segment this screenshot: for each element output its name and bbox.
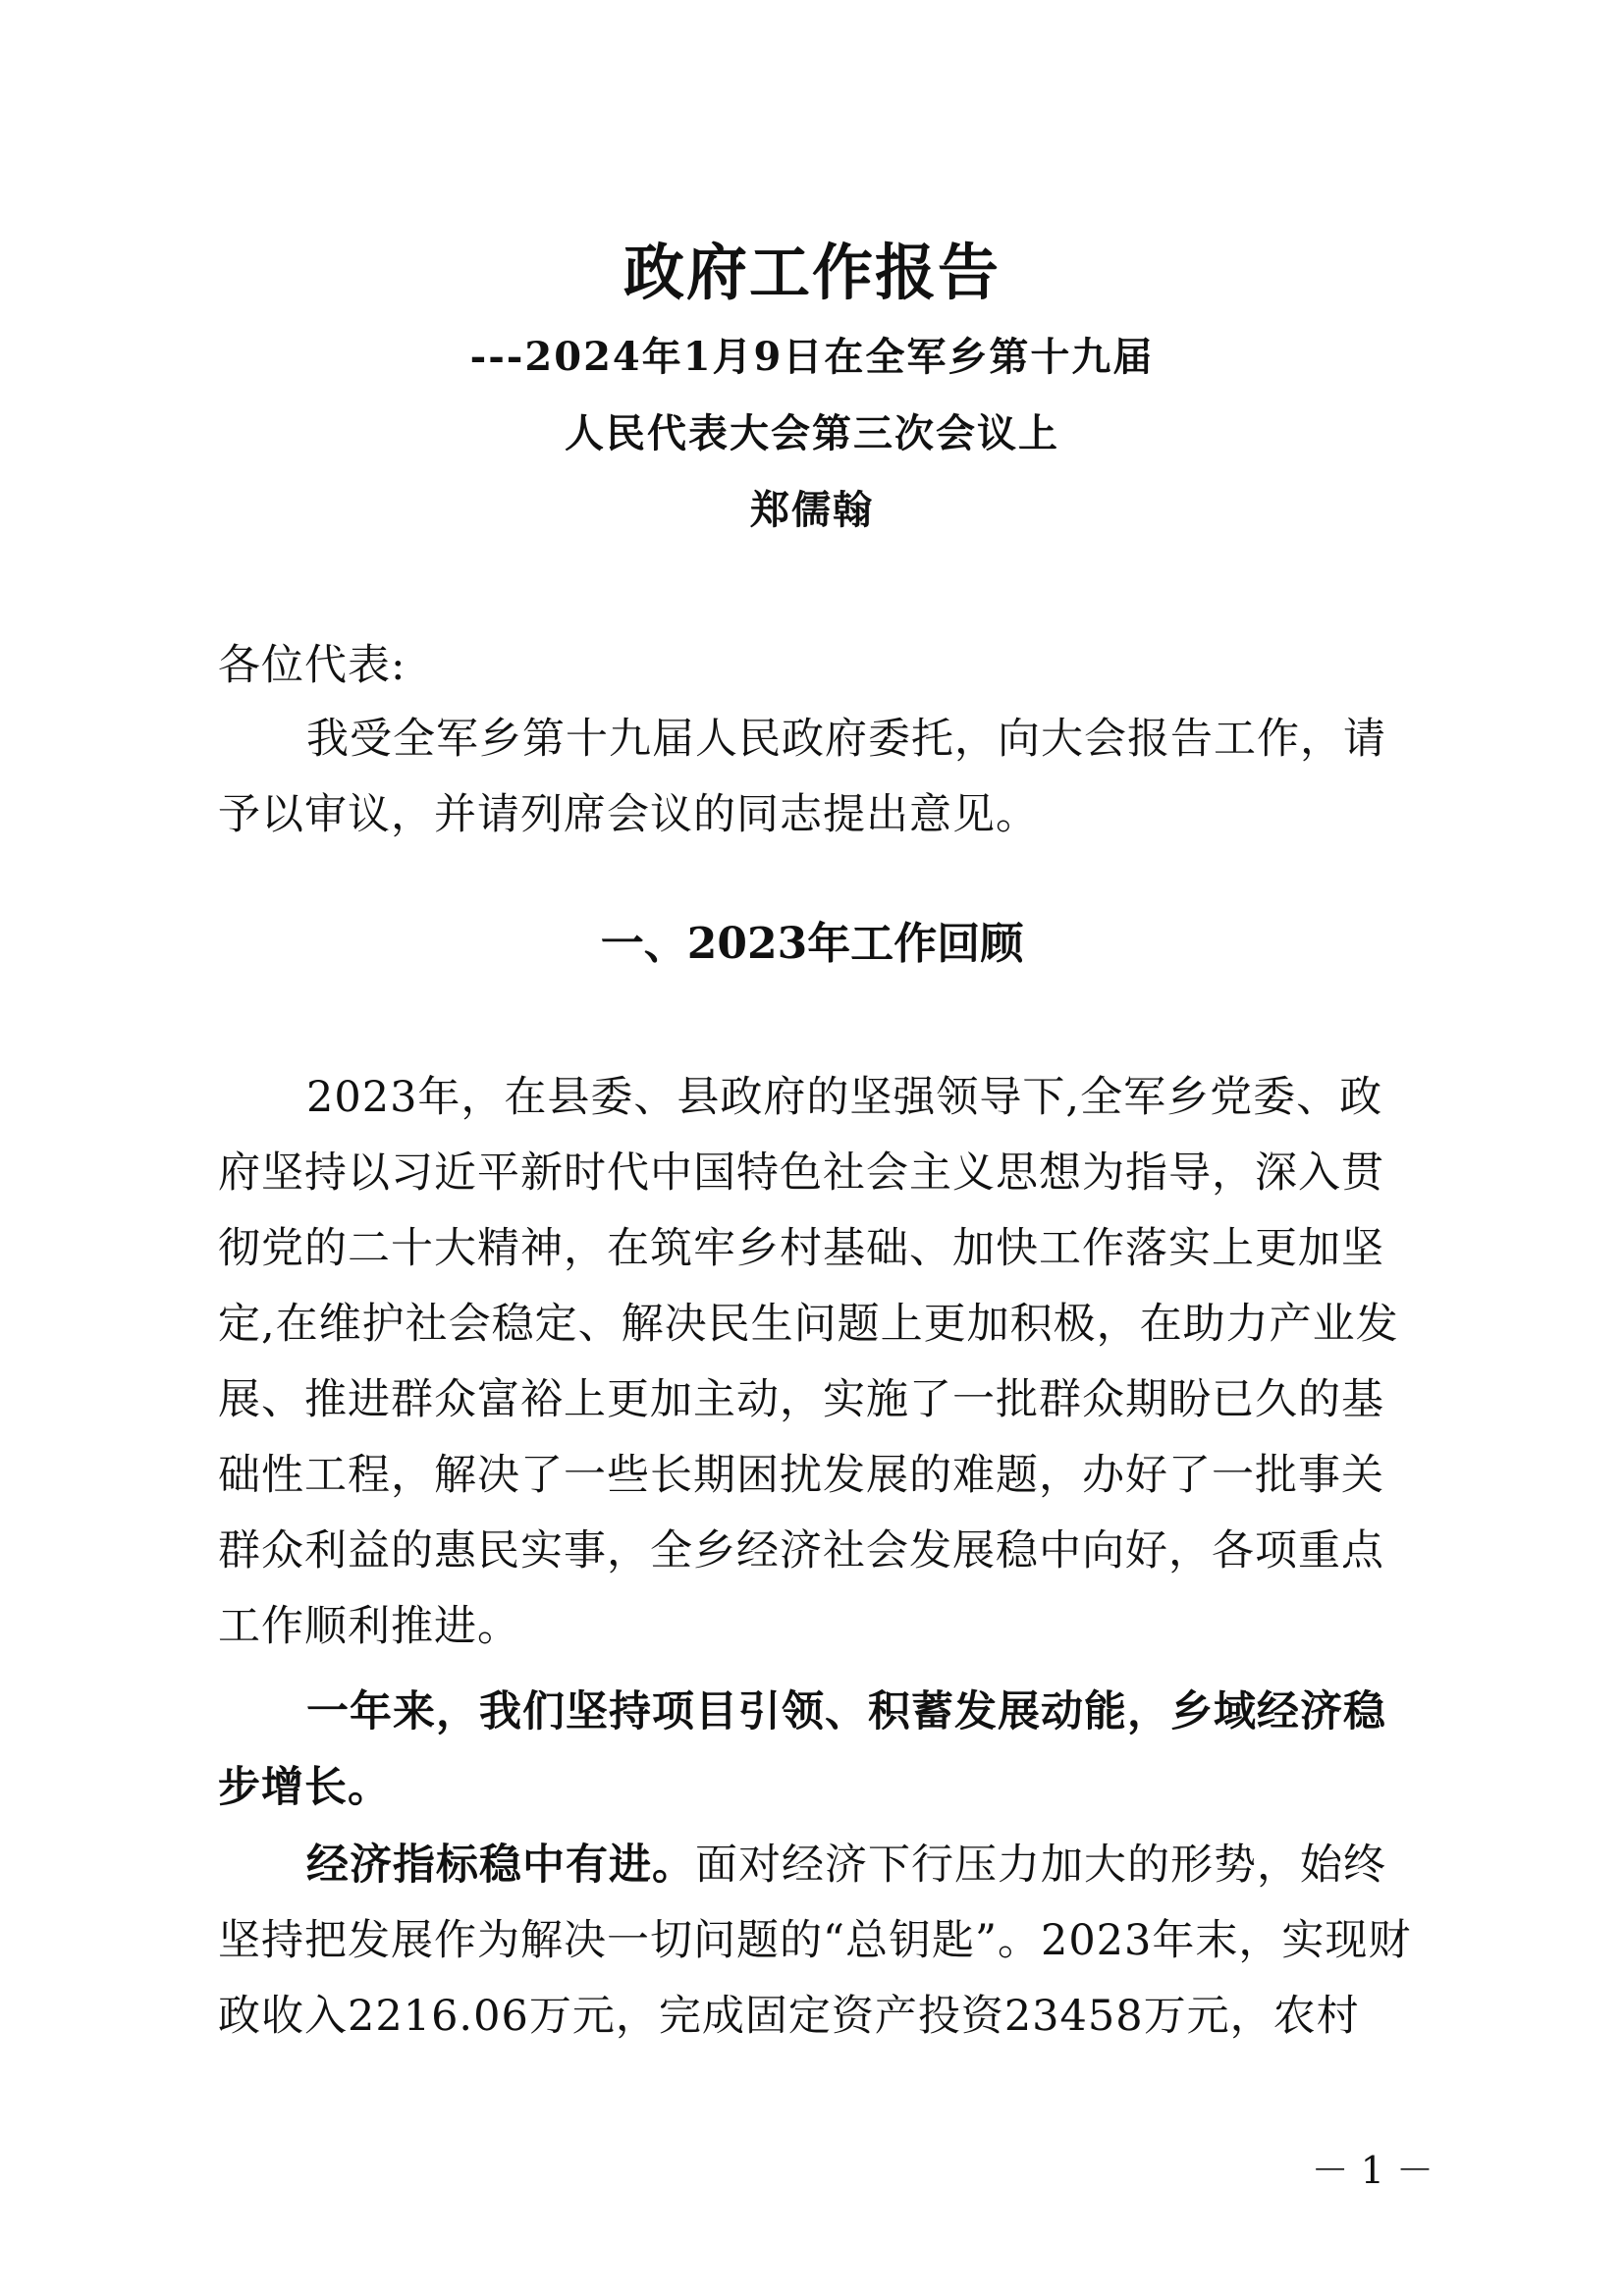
intro-paragraph: 我受全军乡第十九届人民政府委托，向大会报告工作，请予以审议，并请列席会议的同志提出意见。 bbox=[218, 715, 1386, 839]
document-author: 郑儒翰 bbox=[750, 487, 874, 533]
bold-summary-paragraph: 一年来，我们坚持项目引领、积蓄发展动能，乡域经济稳步增长。 bbox=[218, 1687, 1386, 1812]
economy-paragraph bbox=[218, 1828, 1412, 2055]
document-title: 政府工作报告 bbox=[623, 237, 1001, 308]
document-subtitle-meeting: 人民代表大会第三次会议上 bbox=[565, 410, 1059, 456]
economy-paragraph-text: 面对经济下行压力加大的形势，始终坚持把发展作为解决一切问题的“总钥匙”。2023年末，实现财政收入2216.06万元，完成固定资产投资23458万元，农村 bbox=[218, 1841, 1412, 2041]
salutation: 各位代表: bbox=[218, 641, 406, 690]
document-subtitle-date: ---2024年1月9日在全军乡第十九届 bbox=[469, 334, 1155, 380]
section-heading: 一、2023年工作回顾 bbox=[600, 919, 1024, 969]
economy-paragraph-lead: 经济指标稳中有进。 bbox=[306, 1841, 695, 1890]
main-paragraph: 2023年，在县委、县政府的坚强领导下,全军乡党委、政府坚持以习近平新时代中国特色社会主义思想为指导，深入贯彻党的二十大精神，在筑牢乡村基础、加快工作落实上更加坚定,在维护社会稳定、解决民生问题上更加积极，在助力产业发展、推进群众富裕上更加主动，实施了一批群众期盼已久的基础性工程，解决了一些长期困扰发展的难题，办好了一批事关群众利益的惠民实事，全乡经济社会发展稳中向好，各项重点工作顺利推进。 bbox=[218, 1073, 1399, 1651]
page-number: － 1 － bbox=[1311, 2149, 1434, 2192]
